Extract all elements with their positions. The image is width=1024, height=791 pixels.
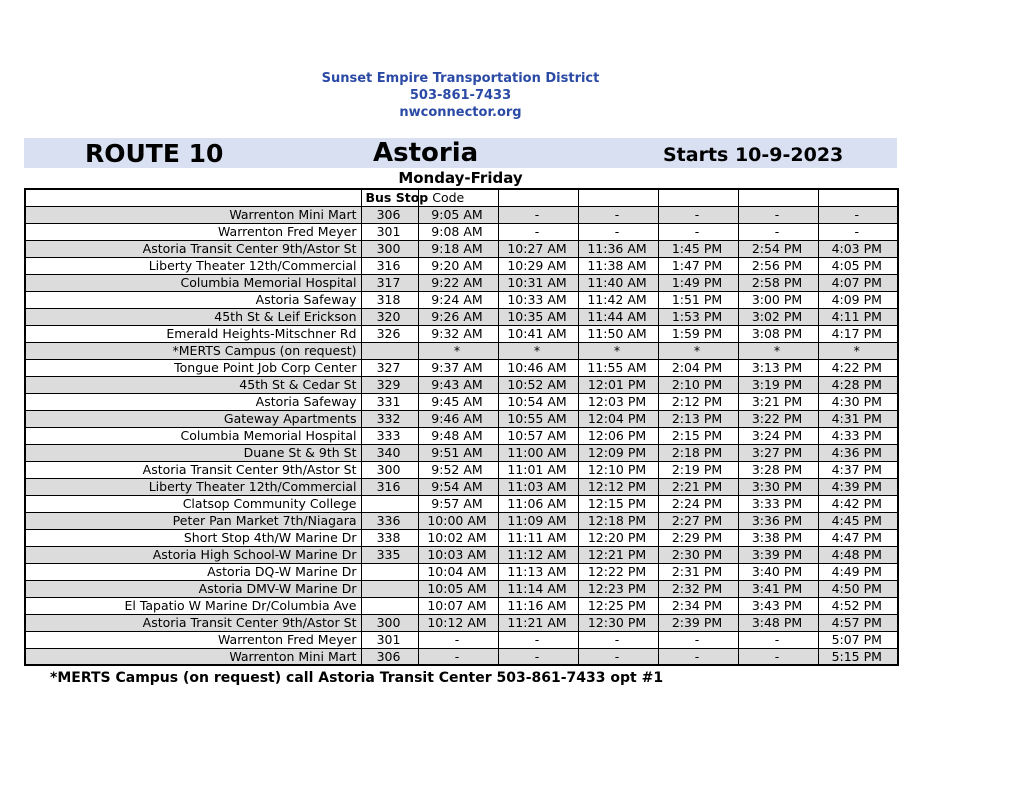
time-cell: 10:46 AM (498, 359, 578, 376)
stop-code-cell: 316 (361, 478, 418, 495)
table-header-row (25, 189, 898, 206)
time-cell: 10:07 AM (418, 597, 498, 614)
time-cell: 12:30 PM (578, 614, 658, 631)
time-cell: 4:47 PM (818, 529, 898, 546)
stop-name-cell: Gateway Apartments (25, 410, 361, 427)
time-cell: 2:15 PM (658, 427, 738, 444)
stop-name-cell: Peter Pan Market 7th/Niagara (25, 512, 361, 529)
time-cell: 3:02 PM (738, 308, 818, 325)
time-cell: 4:22 PM (818, 359, 898, 376)
time-cell: 11:44 AM (578, 308, 658, 325)
table-row (25, 563, 898, 580)
time-cell: - (658, 648, 738, 665)
time-cell: * (818, 342, 898, 359)
table-row (25, 240, 898, 257)
time-cell: 2:19 PM (658, 461, 738, 478)
time-cell: 12:22 PM (578, 563, 658, 580)
time-cell: * (418, 342, 498, 359)
time-cell: 12:09 PM (578, 444, 658, 461)
stop-code-cell: 318 (361, 291, 418, 308)
stop-name-cell: Astoria Transit Center 9th/Astor St (25, 461, 361, 478)
schedule-table (24, 188, 899, 666)
table-row (25, 410, 898, 427)
time-cell: 4:09 PM (818, 291, 898, 308)
time-cell: 12:10 PM (578, 461, 658, 478)
time-cell: 9:26 AM (418, 308, 498, 325)
city-title: Astoria (372, 138, 479, 168)
time-cell: 2:18 PM (658, 444, 738, 461)
time-cell: - (498, 648, 578, 665)
table-row (25, 359, 898, 376)
time-cell: 9:18 AM (418, 240, 498, 257)
time-cell: 1:53 PM (658, 308, 738, 325)
stop-name-cell: Clatsop Community College (25, 495, 361, 512)
time-cell: 4:50 PM (818, 580, 898, 597)
time-cell: 2:21 PM (658, 478, 738, 495)
time-cell: 11:12 AM (498, 546, 578, 563)
time-cell: - (818, 206, 898, 223)
stop-code-cell: 329 (361, 376, 418, 393)
start-date-label: Starts 10-9-2023 (663, 144, 844, 166)
table-row (25, 597, 898, 614)
time-cell: - (578, 223, 658, 240)
time-cell: 3:28 PM (738, 461, 818, 478)
time-cell: 9:51 AM (418, 444, 498, 461)
table-row (25, 512, 898, 529)
time-cell: 1:45 PM (658, 240, 738, 257)
table-row (25, 376, 898, 393)
table-row (25, 325, 898, 342)
stop-code-cell (361, 597, 418, 614)
time-cell: - (578, 631, 658, 648)
time-cell: 11:55 AM (578, 359, 658, 376)
time-cell: 9:54 AM (418, 478, 498, 495)
contact-block (24, 0, 897, 121)
stop-code-cell: 306 (361, 648, 418, 665)
time-cell: 10:12 AM (418, 614, 498, 631)
bus-stop-code-label: Bus Stop Code (365, 190, 465, 206)
time-cell: 11:50 AM (578, 325, 658, 342)
time-cell: 10:29 AM (498, 257, 578, 274)
time-cell: - (418, 631, 498, 648)
stop-name-cell: Astoria High School-W Marine Dr (25, 546, 361, 563)
time-cell: 12:20 PM (578, 529, 658, 546)
time-cell: 4:11 PM (818, 308, 898, 325)
time-cell: 10:35 AM (498, 308, 578, 325)
stop-name-header-cell (25, 189, 361, 206)
time-cell: 11:06 AM (498, 495, 578, 512)
time-cell: 3:38 PM (738, 529, 818, 546)
time-cell: - (738, 631, 818, 648)
stop-code-cell (361, 342, 418, 359)
time-cell: 4:31 PM (818, 410, 898, 427)
time-cell: 4:49 PM (818, 563, 898, 580)
time-cell: - (498, 223, 578, 240)
time-cell: 2:39 PM (658, 614, 738, 631)
time-cell: 9:05 AM (418, 206, 498, 223)
table-row (25, 461, 898, 478)
time-cell: 11:38 AM (578, 257, 658, 274)
stop-code-cell (361, 563, 418, 580)
time-cell: 10:33 AM (498, 291, 578, 308)
stop-name-cell: El Tapatio W Marine Dr/Columbia Ave (25, 597, 361, 614)
time-cell: 2:54 PM (738, 240, 818, 257)
stop-name-cell: Duane St & 9th St (25, 444, 361, 461)
time-cell: 10:03 AM (418, 546, 498, 563)
time-cell: 4:48 PM (818, 546, 898, 563)
time-cell: 11:03 AM (498, 478, 578, 495)
time-cell: 12:21 PM (578, 546, 658, 563)
stop-name-cell: Astoria Safeway (25, 393, 361, 410)
time-cell: 3:19 PM (738, 376, 818, 393)
stop-code-cell: 306 (361, 206, 418, 223)
time-cell: 9:20 AM (418, 257, 498, 274)
time-cell: - (418, 648, 498, 665)
time-cell: 10:27 AM (498, 240, 578, 257)
time-cell: 10:02 AM (418, 529, 498, 546)
time-cell: 3:36 PM (738, 512, 818, 529)
stop-name-cell: Warrenton Fred Meyer (25, 223, 361, 240)
time-cell: * (498, 342, 578, 359)
time-cell: 1:49 PM (658, 274, 738, 291)
stop-code-cell: 300 (361, 461, 418, 478)
time-cell: 2:13 PM (658, 410, 738, 427)
time-cell: 10:05 AM (418, 580, 498, 597)
time-cell: 11:42 AM (578, 291, 658, 308)
stop-code-cell: 301 (361, 631, 418, 648)
time-cell: 10:00 AM (418, 512, 498, 529)
table-row (25, 223, 898, 240)
time-cell: 10:04 AM (418, 563, 498, 580)
time-cell: 1:51 PM (658, 291, 738, 308)
time-cell: 12:06 PM (578, 427, 658, 444)
stop-name-cell: Warrenton Fred Meyer (25, 631, 361, 648)
time-cell: 10:54 AM (498, 393, 578, 410)
time-header-cell (738, 189, 818, 206)
stop-code-cell: 301 (361, 223, 418, 240)
stop-name-cell: 45th St & Leif Erickson (25, 308, 361, 325)
stop-code-cell: 316 (361, 257, 418, 274)
bus-stop-code-header-cell (361, 189, 465, 206)
time-cell: 4:28 PM (818, 376, 898, 393)
time-cell: 12:23 PM (578, 580, 658, 597)
stop-code-cell: 320 (361, 308, 418, 325)
time-cell: 11:40 AM (578, 274, 658, 291)
time-cell: 11:13 AM (498, 563, 578, 580)
stop-code-cell: 338 (361, 529, 418, 546)
time-cell: 4:07 PM (818, 274, 898, 291)
table-row (25, 274, 898, 291)
time-cell: 3:41 PM (738, 580, 818, 597)
agency-name: Sunset Empire Transportation District (321, 71, 600, 86)
time-cell: 2:29 PM (658, 529, 738, 546)
schedule-table-body (25, 206, 898, 665)
time-cell: 4:36 PM (818, 444, 898, 461)
stop-code-cell: 335 (361, 546, 418, 563)
time-cell: 3:21 PM (738, 393, 818, 410)
time-cell: 9:32 AM (418, 325, 498, 342)
table-row (25, 631, 898, 648)
time-cell: - (658, 206, 738, 223)
time-cell: 11:16 AM (498, 597, 578, 614)
time-cell: 9:52 AM (418, 461, 498, 478)
stop-name-cell: Short Stop 4th/W Marine Dr (25, 529, 361, 546)
time-cell: 3:27 PM (738, 444, 818, 461)
stop-name-cell: Warrenton Mini Mart (25, 648, 361, 665)
stop-name-cell: Astoria DMV-W Marine Dr (25, 580, 361, 597)
time-cell: 3:08 PM (738, 325, 818, 342)
time-cell: 3:39 PM (738, 546, 818, 563)
time-cell: - (658, 631, 738, 648)
table-row (25, 308, 898, 325)
table-row (25, 257, 898, 274)
time-cell: 2:32 PM (658, 580, 738, 597)
stop-name-cell: Astoria Transit Center 9th/Astor St (25, 614, 361, 631)
time-cell: - (498, 206, 578, 223)
stop-code-cell: 326 (361, 325, 418, 342)
time-cell: - (738, 223, 818, 240)
time-cell: 11:09 AM (498, 512, 578, 529)
table-row (25, 393, 898, 410)
stop-name-cell: Columbia Memorial Hospital (25, 274, 361, 291)
time-cell: 9:45 AM (418, 393, 498, 410)
stop-code-cell: 340 (361, 444, 418, 461)
time-cell: 4:39 PM (818, 478, 898, 495)
time-cell: - (498, 631, 578, 648)
stop-code-cell: 336 (361, 512, 418, 529)
time-cell: 3:13 PM (738, 359, 818, 376)
time-cell: - (578, 206, 658, 223)
time-cell: 2:27 PM (658, 512, 738, 529)
time-cell: 10:57 AM (498, 427, 578, 444)
time-cell: 1:47 PM (658, 257, 738, 274)
time-cell: 11:11 AM (498, 529, 578, 546)
stop-name-cell: Tongue Point Job Corp Center (25, 359, 361, 376)
time-cell: 9:22 AM (418, 274, 498, 291)
time-cell: - (738, 206, 818, 223)
time-cell: 12:01 PM (578, 376, 658, 393)
stop-code-cell: 333 (361, 427, 418, 444)
time-cell: - (818, 223, 898, 240)
table-row (25, 495, 898, 512)
time-cell: 9:57 AM (418, 495, 498, 512)
time-cell: 2:56 PM (738, 257, 818, 274)
time-cell: 2:04 PM (658, 359, 738, 376)
stop-code-cell: 300 (361, 614, 418, 631)
time-cell: 4:33 PM (818, 427, 898, 444)
stop-name-cell: Columbia Memorial Hospital (25, 427, 361, 444)
time-cell: 9:48 AM (418, 427, 498, 444)
time-cell: 3:24 PM (738, 427, 818, 444)
table-row (25, 478, 898, 495)
time-cell: 4:42 PM (818, 495, 898, 512)
time-cell: 1:59 PM (658, 325, 738, 342)
time-cell: 3:43 PM (738, 597, 818, 614)
time-cell: 4:30 PM (818, 393, 898, 410)
time-header-cell (498, 189, 578, 206)
time-cell: - (738, 648, 818, 665)
time-cell: 2:30 PM (658, 546, 738, 563)
time-cell: - (658, 223, 738, 240)
stop-code-cell: 300 (361, 240, 418, 257)
agency-phone: 503-861-7433 (409, 88, 512, 103)
time-cell: 3:00 PM (738, 291, 818, 308)
time-cell: 10:55 AM (498, 410, 578, 427)
time-cell: 9:24 AM (418, 291, 498, 308)
time-cell: 11:01 AM (498, 461, 578, 478)
time-header-cell (578, 189, 658, 206)
stop-name-cell: Liberty Theater 12th/Commercial (25, 478, 361, 495)
stop-name-cell: Warrenton Mini Mart (25, 206, 361, 223)
time-cell: 5:15 PM (818, 648, 898, 665)
time-cell: 3:33 PM (738, 495, 818, 512)
time-cell: 3:40 PM (738, 563, 818, 580)
route-title: ROUTE 10 (85, 139, 224, 168)
time-cell: 9:46 AM (418, 410, 498, 427)
stop-code-cell: 327 (361, 359, 418, 376)
stop-name-cell: Astoria Transit Center 9th/Astor St (25, 240, 361, 257)
time-cell: 12:25 PM (578, 597, 658, 614)
time-cell: 2:34 PM (658, 597, 738, 614)
time-cell: 4:52 PM (818, 597, 898, 614)
table-row (25, 546, 898, 563)
time-cell: 9:37 AM (418, 359, 498, 376)
time-cell: 12:15 PM (578, 495, 658, 512)
time-cell: 11:00 AM (498, 444, 578, 461)
time-cell: 4:05 PM (818, 257, 898, 274)
stop-name-cell: *MERTS Campus (on request) (25, 342, 361, 359)
agency-website: nwconnector.org (399, 105, 522, 120)
stop-code-cell (361, 495, 418, 512)
time-cell: 2:24 PM (658, 495, 738, 512)
time-cell: 9:43 AM (418, 376, 498, 393)
service-days-label: Monday-Friday (398, 169, 523, 187)
time-cell: 12:03 PM (578, 393, 658, 410)
time-cell: 4:57 PM (818, 614, 898, 631)
stop-name-cell: Astoria Safeway (25, 291, 361, 308)
time-cell: 2:31 PM (658, 563, 738, 580)
time-cell: 9:08 AM (418, 223, 498, 240)
table-row (25, 342, 898, 359)
stop-name-cell: Astoria DQ-W Marine Dr (25, 563, 361, 580)
stop-code-cell: 317 (361, 274, 418, 291)
title-band (24, 138, 897, 168)
table-row (25, 529, 898, 546)
time-cell: 12:04 PM (578, 410, 658, 427)
time-cell: 4:45 PM (818, 512, 898, 529)
table-row (25, 648, 898, 665)
time-cell: 11:14 AM (498, 580, 578, 597)
time-cell: 10:52 AM (498, 376, 578, 393)
time-cell: - (578, 648, 658, 665)
table-row (25, 291, 898, 308)
time-cell: 11:21 AM (498, 614, 578, 631)
stop-name-cell: Emerald Heights-Mitschner Rd (25, 325, 361, 342)
stop-code-cell: 332 (361, 410, 418, 427)
time-cell: 12:18 PM (578, 512, 658, 529)
table-row (25, 614, 898, 631)
time-cell: 2:10 PM (658, 376, 738, 393)
time-cell: 10:41 AM (498, 325, 578, 342)
time-cell: * (738, 342, 818, 359)
time-cell: 5:07 PM (818, 631, 898, 648)
time-cell: 4:37 PM (818, 461, 898, 478)
stop-code-cell (361, 580, 418, 597)
time-cell: 3:48 PM (738, 614, 818, 631)
time-cell: 2:58 PM (738, 274, 818, 291)
time-cell: 4:17 PM (818, 325, 898, 342)
time-cell: * (578, 342, 658, 359)
time-cell: * (658, 342, 738, 359)
time-cell: 3:22 PM (738, 410, 818, 427)
stop-name-cell: Liberty Theater 12th/Commercial (25, 257, 361, 274)
time-cell: 10:31 AM (498, 274, 578, 291)
merts-footnote: *MERTS Campus (on request) call Astoria Transit Center 503-861-7433 opt #1 (50, 670, 664, 686)
stop-name-cell: 45th St & Cedar St (25, 376, 361, 393)
table-row (25, 206, 898, 223)
table-row (25, 580, 898, 597)
time-header-cell (658, 189, 738, 206)
table-row (25, 427, 898, 444)
time-cell: 11:36 AM (578, 240, 658, 257)
time-header-cell (818, 189, 898, 206)
time-cell: 4:03 PM (818, 240, 898, 257)
time-cell: 2:12 PM (658, 393, 738, 410)
table-row (25, 444, 898, 461)
time-cell: 12:12 PM (578, 478, 658, 495)
stop-code-cell: 331 (361, 393, 418, 410)
time-cell: 3:30 PM (738, 478, 818, 495)
